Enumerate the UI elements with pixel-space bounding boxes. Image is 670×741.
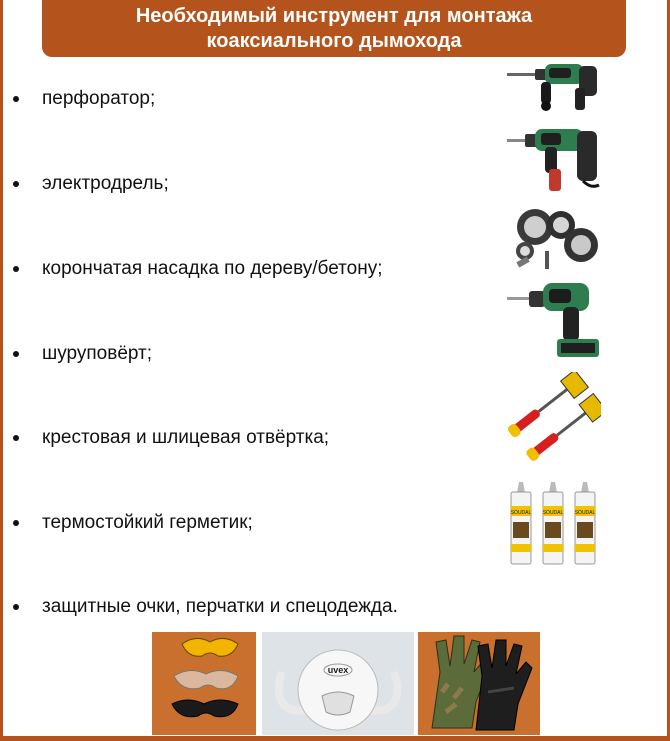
list-item-label: корончатая насадка по дереву/бетону;: [42, 258, 383, 279]
bullet-icon: [13, 435, 19, 441]
bullet-icon: [13, 266, 19, 272]
safety-glasses-photo: [152, 632, 256, 735]
sealant-brand-logo: SOUDAL: [510, 510, 532, 516]
work-gloves-photo: [418, 632, 540, 735]
list-item-label: защитные очки, перчатки и спецодежда.: [42, 596, 398, 617]
bullet-icon: [13, 351, 19, 357]
list-item-label: термостойкий герметик;: [42, 512, 253, 533]
respirator-mask-photo: [262, 632, 414, 735]
bullet-icon: [13, 520, 19, 526]
hammer-drill-icon: [505, 58, 601, 116]
title-line-2: коаксиального дымохода: [206, 29, 462, 52]
bullet-icon: [13, 96, 19, 102]
sealant-tubes-icon: [505, 482, 601, 566]
page-title: [126, 4, 542, 54]
list-item-label: электродрель;: [42, 173, 169, 194]
screwdriver-drill-icon: [505, 277, 601, 359]
svg-text:SOUDAL: SOUDAL: [542, 510, 564, 516]
svg-text:SOUDAL: SOUDAL: [574, 510, 596, 516]
title-line-1: Необходимый инструмент для монтажа: [135, 4, 533, 27]
title-banner: [42, 0, 626, 57]
mask-brand-logo: uvex: [327, 665, 349, 675]
list-item-label: перфоратор;: [42, 88, 156, 109]
bullet-icon: [13, 604, 19, 610]
list-item-label: крестовая и шлицевая отвёртка;: [42, 427, 330, 448]
bullet-icon: [13, 181, 19, 187]
electric-drill-icon: [505, 125, 601, 193]
list-item-label: шуруповёрт;: [42, 343, 153, 364]
hole-saw-icon: [505, 205, 601, 271]
screwdrivers-icon: [505, 372, 601, 468]
